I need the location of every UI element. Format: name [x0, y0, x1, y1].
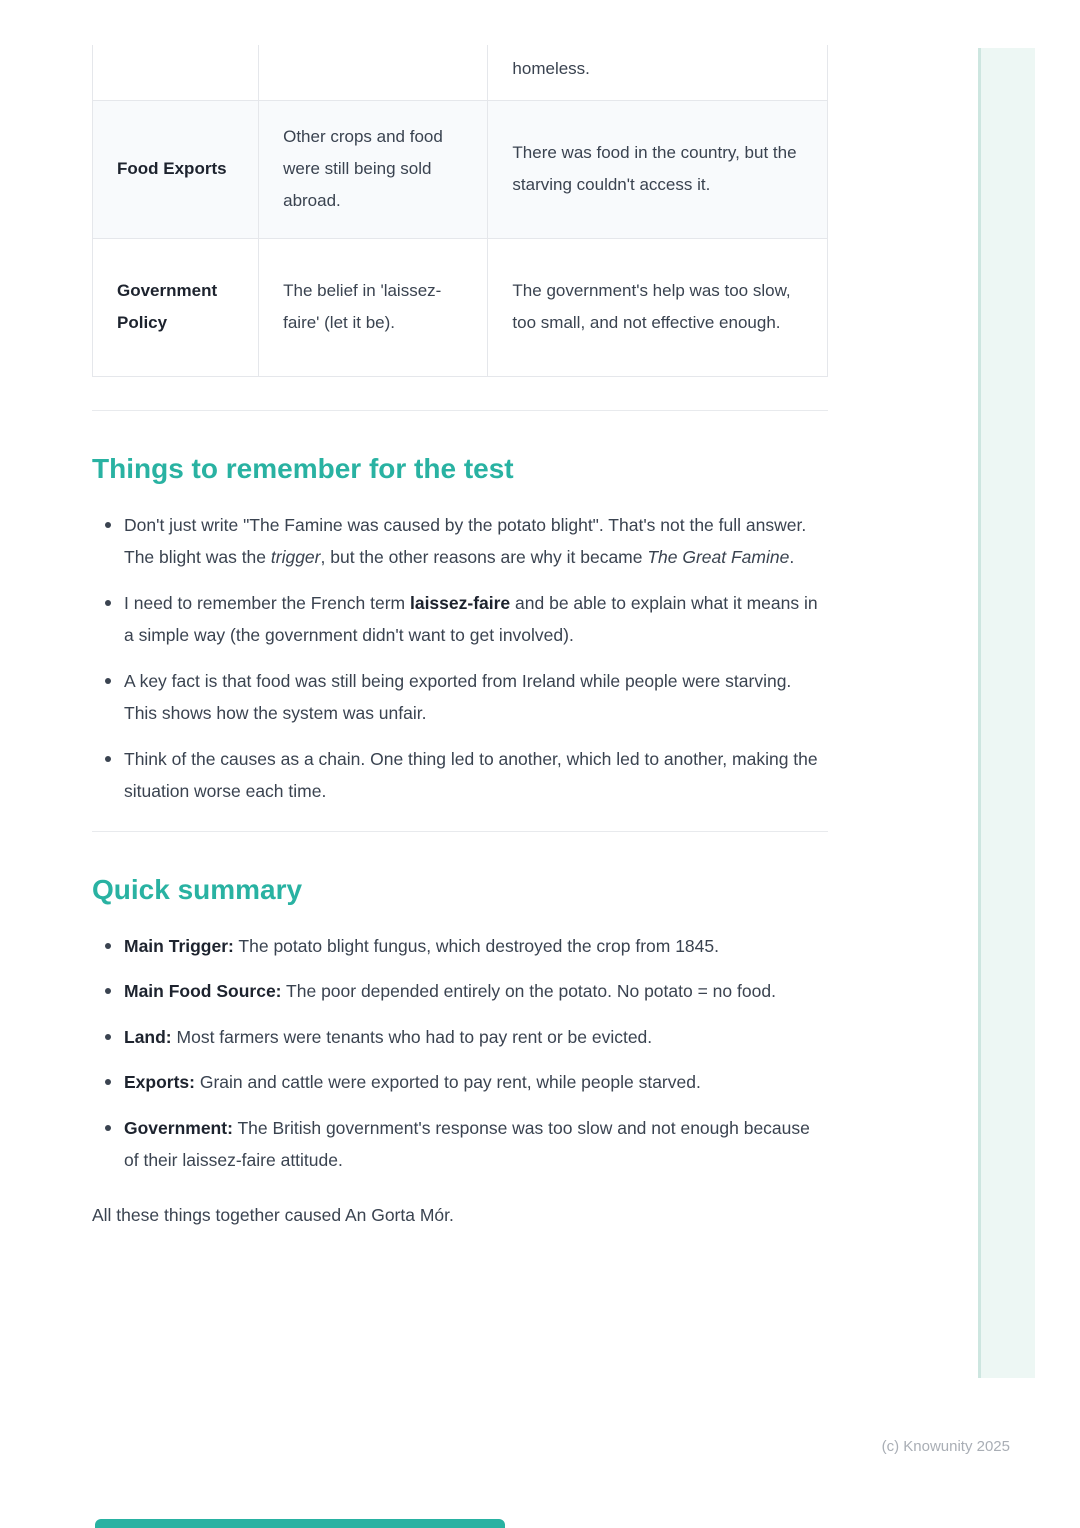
table-cell-effect: homeless.: [488, 45, 828, 100]
list-item-text: A key fact is that food was still being exported from Ireland while people were starving. This shows how the system was unfair.: [124, 670, 792, 723]
heading-things-to-remember: Things to remember for the test: [92, 452, 514, 484]
list-item-text: The British government's response was too slow and not enough because of their laissez-faire attitude.: [124, 1117, 810, 1170]
list-item-text: The potato blight fungus, which destroyed the crop from 1845.: [233, 935, 719, 956]
list-item: [124, 665, 828, 730]
list-item-text: Main Trigger:: [124, 935, 234, 956]
copyright-footer: (c) Knowunity 2025: [881, 1438, 1010, 1455]
section-divider: [92, 831, 828, 832]
causes-table: [92, 45, 828, 377]
list-item: [124, 975, 828, 1008]
list-item-text: Think of the causes as a chain. One thing led to another, which led to another, making the situation worse each time.: [124, 748, 818, 801]
list-item-text: I need to remember the French term: [124, 592, 410, 613]
list-item-text: The Great Famine: [647, 547, 790, 567]
list-item-text: Grain and cattle were exported to pay rent, while people starved.: [194, 1072, 701, 1092]
side-accent-bar: [978, 48, 1035, 1378]
next-section-banner-edge: [95, 1519, 505, 1528]
table-cell-label: Government Policy: [93, 238, 259, 376]
table-cell-cause: The belief in 'laissez-faire' (let it be).: [259, 238, 488, 376]
list-item-text: Main Food Source:: [124, 981, 282, 1001]
table-row: [93, 238, 828, 376]
closing-statement: All these things together caused An Gorta Mór.: [92, 1204, 454, 1225]
things-to-remember-list: [92, 509, 828, 808]
table-cell-effect: There was food in the country, but the starving couldn't access it.: [488, 100, 828, 238]
table-cell-label: Food Exports: [93, 100, 259, 238]
list-item-text: Land:: [124, 1026, 172, 1047]
heading-quick-summary: Quick summary: [92, 873, 303, 905]
list-item: [124, 587, 828, 652]
list-item: [124, 930, 828, 963]
list-item-text: , but the other reasons are why it became: [320, 547, 648, 567]
list-item-text: and be able to explain what it means in a simple way (the government didn't want to get involved).: [124, 592, 818, 645]
table-row: [93, 45, 828, 100]
quick-summary-list: [92, 930, 828, 1177]
list-item-text: .: [789, 547, 795, 567]
table-cell-cause: [259, 45, 488, 100]
list-item-text: Government:: [124, 1117, 233, 1138]
causes-table-body: [93, 45, 828, 376]
list-item-text: trigger: [270, 547, 321, 567]
table-row: [93, 100, 828, 238]
list-item-text: Don't just write "The Famine was caused by the potato blight". That's not the full answer. The blight was the: [124, 514, 807, 567]
list-item: [124, 1066, 828, 1099]
list-item-text: Exports:: [124, 1072, 195, 1092]
list-item: [124, 743, 828, 808]
table-cell-cause: Other crops and food were still being sold abroad.: [259, 100, 488, 238]
table-cell-effect: The government's help was too slow, too small, and not effective enough.: [488, 238, 828, 376]
section-divider: [92, 410, 828, 411]
list-item: [124, 1021, 828, 1054]
list-item-text: The poor depended entirely on the potato. No potato = no food.: [281, 981, 776, 1001]
table-cell-label: [93, 45, 259, 100]
list-item-text: Most farmers were tenants who had to pay rent or be evicted.: [171, 1026, 653, 1047]
document-content: [92, 45, 828, 1231]
list-item-text: laissez-faire: [409, 592, 511, 613]
list-item: [124, 1112, 828, 1177]
list-item: [124, 509, 828, 574]
